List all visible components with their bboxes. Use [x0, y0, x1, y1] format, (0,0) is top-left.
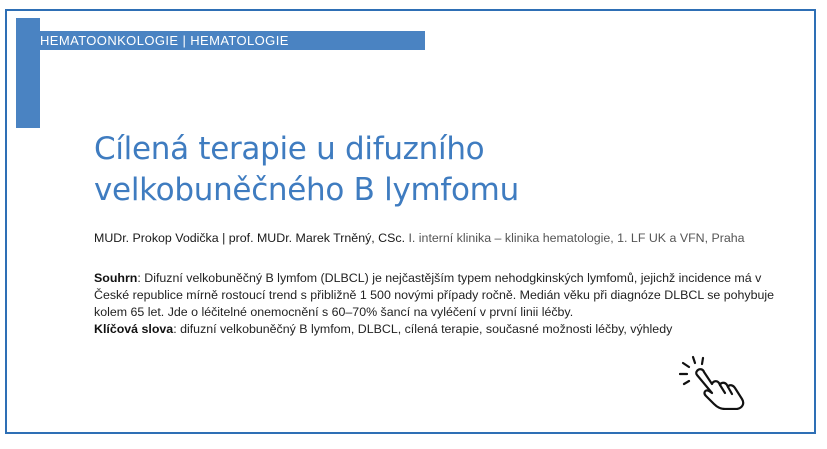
article-preview-card[interactable]: [5, 9, 816, 434]
tap-hand-icon[interactable]: [679, 354, 751, 410]
title-line-1: Cílená terapie u difuzního: [94, 131, 485, 167]
category-label: HEMATOONKOLOGIE | HEMATOLOGIE: [33, 31, 425, 50]
article-title: [94, 129, 519, 211]
keywords-label: Klíčová slova: [94, 322, 174, 336]
affiliation: I. interní klinika – klinika hematologie, 1. LF UK a VFN, Praha: [408, 231, 745, 245]
title-line-2: velkobuněčného B lymfomu: [94, 172, 519, 208]
keywords-text: : difuzní velkobuněčný B lymfom, DLBCL, cílená terapie, současné možnosti léčby, výhledy: [173, 322, 673, 336]
authors: MUDr. Prokop Vodička | prof. MUDr. Marek Trněný, CSc.: [94, 231, 406, 245]
summary-text: : Difuzní velkobuněčný B lymfom (DLBCL) je nejčastějším typem nehodgkinských lymfomů, jejichž incidence má v České republice mírně rostoucí trend s přibližně 1 500 novými případy ročně. Medián věku při diagnóze DLBCL se pohybuje kolem 65 let. Jde o léčitelné onemocnění s 60–70% šancí na vyléčení v první linii léčby.: [94, 271, 775, 319]
summary: [94, 270, 774, 321]
keywords: [94, 321, 774, 338]
abstract: [94, 270, 774, 338]
summary-label: Souhrn: [94, 271, 138, 285]
author-line: [94, 230, 745, 246]
